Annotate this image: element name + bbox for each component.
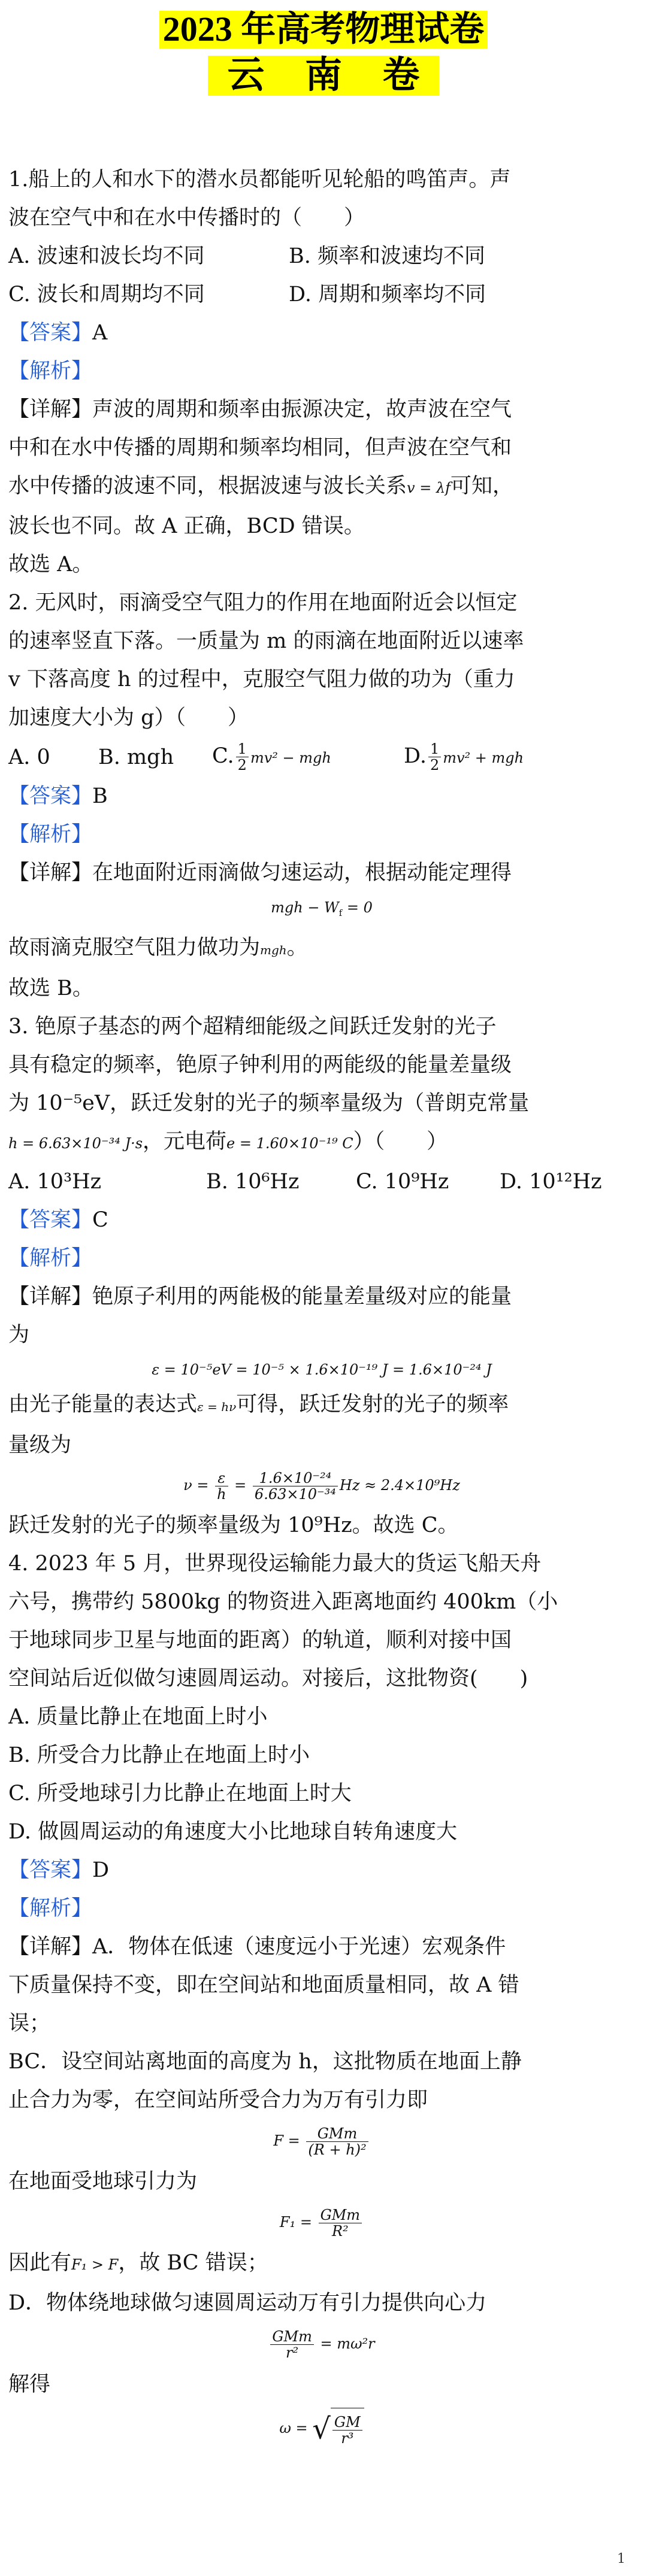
q1-detail-line bbox=[8, 390, 635, 429]
q4-detail-text: A．物体在低速（速度远小于光速）宏观条件 bbox=[92, 1934, 506, 1959]
q1-answer-value: A bbox=[92, 321, 108, 345]
q3-conclusion: 跃迁发射的光子的频率量级为 10⁹Hz。故选 C。 bbox=[8, 1513, 459, 1537]
q4-centripetal-equation bbox=[8, 2326, 635, 2362]
exam-province: 云 南 卷 bbox=[208, 56, 439, 96]
q3-frequency-equation: ν = $\frac{\varepsilon}{h}$ = $\frac{\text{1.6×10⁻²⁴}}{\text{6.63×10⁻³⁴}}$ Hz ≈ 2.4×10⁹Hz bbox=[183, 1469, 460, 1503]
q4-stem-line: 六号，携带约 5800kg 的物资进入距离地面约 400km（小 bbox=[8, 1589, 558, 1614]
question-4 bbox=[8, 1545, 635, 2451]
q2-option-b: B. mgh bbox=[98, 745, 174, 769]
q4-eq3-den: r² bbox=[286, 2344, 299, 2361]
q4-option-c: C. 所受地球引力比静止在地面上时大 bbox=[8, 1781, 352, 1806]
q2-option-d-label: D. bbox=[404, 744, 427, 768]
q4-detail-line: 解得 bbox=[8, 2372, 51, 2396]
title-block bbox=[0, 0, 647, 96]
q4-eq4-lhs: ω = bbox=[279, 2419, 313, 2437]
q4-stem-line: 空间站后近似做匀速圆周运动。对接后，这批物资( ) bbox=[8, 1666, 528, 1691]
q4-answer-value: D bbox=[92, 1858, 110, 1882]
q4-eq4-frac bbox=[332, 2414, 362, 2446]
q4-answer bbox=[8, 1851, 635, 1889]
exam-title: 2023 年高考物理试卷 bbox=[159, 11, 488, 48]
q4-stem-line: 于地球同步卫星与地面的距离）的轨道，顺利对接中国 bbox=[8, 1628, 512, 1652]
q3-energy-equation: ε = 10⁻⁵eV = 10⁻⁵ × 1.6×10⁻¹⁹ J = 1.6×10⁻²⁴ J bbox=[152, 1361, 492, 1378]
q2-option-d bbox=[404, 737, 524, 777]
q3-stem-text: ）（ ） bbox=[353, 1129, 448, 1154]
q2-option-d-formula: mv² + mgh bbox=[443, 750, 524, 766]
question-2 bbox=[8, 584, 635, 1008]
q1-stem-line: 1.船上的人和水下的潜水员都能听见轮船的鸣笛声。声 bbox=[8, 168, 511, 192]
detail-label: 【详解】 bbox=[8, 1934, 93, 1959]
q1-stem-line: 波在空气中和在水中传播时的（ ） bbox=[8, 206, 365, 230]
q2-detail-line bbox=[8, 929, 635, 969]
q4-omega-equation bbox=[8, 2407, 635, 2451]
q1-options-row bbox=[8, 275, 635, 314]
q2-stem-line: 加速度大小为 g）（ ） bbox=[8, 706, 249, 730]
q4-detail-line: 误； bbox=[8, 2011, 51, 2035]
detail-label: 【详解】 bbox=[8, 1284, 93, 1309]
detail-label: 【详解】 bbox=[8, 861, 93, 885]
planck-constant: h = 6.63×10⁻³⁴ J·s bbox=[8, 1134, 143, 1152]
q2-answer-value: B bbox=[92, 784, 108, 808]
answer-label: 【答案】 bbox=[8, 784, 93, 808]
q3-option-a: A. 10³Hz bbox=[8, 1169, 102, 1194]
half-fraction: $\frac{1}{2}$ bbox=[236, 741, 249, 773]
q4-detail-line: BC．设空间站离地面的高度为 h，这批物质在地面上静 bbox=[8, 2049, 522, 2074]
q2-detail-line bbox=[8, 854, 635, 892]
q3-answer-value: C bbox=[92, 1207, 108, 1232]
q4-eq4-num: GM bbox=[332, 2414, 362, 2431]
q3-options-row bbox=[8, 1163, 635, 1201]
q4-option-b: B. 所受合力比静止在地面上时小 bbox=[8, 1743, 310, 1767]
q1-answer bbox=[8, 314, 635, 352]
q3-frac-1-den: h bbox=[217, 1485, 226, 1503]
q4-eq2-lhs: F₁ = bbox=[279, 2213, 317, 2231]
q3-option-b: B. 10⁶Hz bbox=[206, 1169, 300, 1194]
q3-eq-rhs: Hz ≈ 2.4×10⁹Hz bbox=[339, 1476, 460, 1494]
q1-option-c: C. 波长和周期均不同 bbox=[8, 283, 205, 307]
q4-detail-line: 下质量保持不变，即在空间站和地面质量相同，故 A 错 bbox=[8, 1973, 519, 1997]
q2-option-a: A. 0 bbox=[8, 745, 50, 769]
q3-detail-line bbox=[8, 1385, 635, 1426]
q1-detail-text: 声波的周期和频率由振源决定，故声波在空气 bbox=[92, 398, 512, 421]
q2-detail-text: 在地面附近雨滴做匀速运动，根据动能定理得 bbox=[92, 861, 512, 885]
q4-detail-line bbox=[8, 2244, 635, 2284]
analysis-label: 【解析】 bbox=[8, 359, 93, 383]
q3-answer bbox=[8, 1201, 635, 1239]
exam-content bbox=[8, 160, 635, 2454]
q3-option-d: D. 10¹²Hz bbox=[500, 1169, 602, 1194]
q3-frac-1 bbox=[215, 1470, 228, 1502]
q4-eq1-den: (R + h)² bbox=[308, 2141, 367, 2158]
q3-option-c: C. 10⁹Hz bbox=[356, 1169, 449, 1194]
q3-frac-2-den: 6.63×10⁻³⁴ bbox=[254, 1485, 336, 1503]
q3-detail-text: 可得，跃迁发射的光子的频率 bbox=[236, 1392, 509, 1416]
q1-option-d: D. 周期和频率均不同 bbox=[289, 283, 486, 307]
q2-detail-text: 故雨滴克服空气阻力做功为 bbox=[8, 935, 261, 960]
q3-stem-line: 3. 铯原子基态的两个超精细能级之间跃迁发射的光子 bbox=[8, 1014, 497, 1039]
elementary-charge: e = 1.60×10⁻¹⁹ C bbox=[226, 1134, 353, 1152]
q4-eq4-den: r³ bbox=[341, 2430, 354, 2447]
q1-conclusion: 故选 A。 bbox=[8, 553, 93, 577]
q2-formula: mgh bbox=[260, 942, 287, 957]
q1-option-a: A. 波速和波长均不同 bbox=[8, 244, 205, 268]
answer-label: 【答案】 bbox=[8, 321, 93, 345]
analysis-label: 【解析】 bbox=[8, 823, 93, 846]
q2-option-c-label: C. bbox=[212, 744, 234, 768]
q3-frac-2-num: 1.6×10⁻²⁴ bbox=[253, 1470, 338, 1486]
square-root: √ $\frac{GM}{\text{r³}}$ bbox=[312, 2407, 364, 2450]
q4-formula: F₁ > F bbox=[71, 2256, 119, 2273]
q1-detail-line: 中和在水中传播的周期和频率均相同，但声波在空气和 bbox=[8, 436, 512, 460]
q4-eq3-rhs: = mω²r bbox=[315, 2335, 375, 2352]
page-number: 1 bbox=[617, 2551, 625, 2566]
q4-detail-text: 因此有 bbox=[8, 2250, 72, 2275]
q4-detail-line: 止合力为零，在空间站所受合力为万有引力即 bbox=[8, 2087, 428, 2112]
q4-stem-line: 4. 2023 年 5 月，世界现役运输能力最大的货运飞船天舟 bbox=[8, 1551, 542, 1576]
q4-detail-text: ，故 BC 错误； bbox=[118, 2250, 268, 2275]
q2-stem-line: 的速率竖直下落。一质量为 m 的雨滴在地面附近以速率 bbox=[8, 629, 524, 653]
detail-label: 【详解】 bbox=[8, 398, 93, 421]
q2-options-row bbox=[8, 737, 635, 777]
q4-eq2-num: GMm bbox=[319, 2207, 362, 2223]
q3-detail-line: 为 bbox=[8, 1322, 30, 1347]
q1-options-row bbox=[8, 237, 635, 275]
q4-eq3-num: GMm bbox=[270, 2329, 314, 2345]
q3-formula: ε = hν bbox=[197, 1399, 237, 1414]
answer-label: 【答案】 bbox=[8, 1858, 93, 1882]
q3-frac-1-num: ε bbox=[215, 1470, 228, 1486]
q4-eq2-den: R² bbox=[331, 2222, 349, 2240]
q2-equation-rhs: = 0 bbox=[342, 899, 373, 916]
q3-frac-2 bbox=[253, 1470, 338, 1502]
q1-formula: v = λf bbox=[407, 480, 451, 496]
question-1 bbox=[8, 160, 635, 584]
q3-detail-line: 量级为 bbox=[8, 1433, 72, 1457]
q2-stem-line: v 下落高度 h 的过程中，克服空气阻力做的功为（重力 bbox=[8, 667, 515, 691]
q3-stem-line: 具有稳定的频率，铯原子钟利用的两能级的能量差量级 bbox=[8, 1052, 512, 1077]
q1-detail-line bbox=[8, 467, 635, 507]
q4-eq1-num: GMm bbox=[306, 2126, 368, 2142]
q2-option-c-formula: mv² − mgh bbox=[250, 750, 331, 766]
q3-stem-line bbox=[8, 1122, 635, 1163]
q4-detail-line: D．物体绕地球做匀速圆周运动万有引力提供向心力 bbox=[8, 2290, 487, 2315]
q4-eq1-frac bbox=[306, 2126, 368, 2158]
q3-detail-line bbox=[8, 1278, 635, 1316]
q2-stem-line: 2. 无风时，雨滴受空气阻力的作用在地面附近会以恒定 bbox=[8, 591, 518, 615]
q2-option-c bbox=[212, 737, 404, 777]
q2-conclusion: 故选 B。 bbox=[8, 976, 93, 1000]
analysis-label: 【解析】 bbox=[8, 1896, 93, 1920]
q3-detail-text: 铯原子利用的两能极的能量差量级对应的能量 bbox=[92, 1284, 512, 1309]
q4-option-a: A. 质量比静止在地面上时小 bbox=[8, 1704, 268, 1729]
q1-detail-line: 波长也不同。故 A 正确，BCD 错误。 bbox=[8, 514, 365, 538]
q4-eq2-frac bbox=[319, 2207, 362, 2239]
q4-detail-line: 在地面受地球引力为 bbox=[8, 2169, 198, 2193]
q1-detail-text: 可知， bbox=[451, 474, 514, 498]
q4-option-d: D. 做圆周运动的角速度大小比地球自转角速度大 bbox=[8, 1819, 458, 1844]
q4-surface-gravity-equation bbox=[8, 2204, 635, 2240]
q4-detail-line bbox=[8, 1928, 635, 1966]
q2-answer bbox=[8, 777, 635, 815]
q3-eq-lhs: ν = bbox=[183, 1476, 214, 1494]
half-fraction: $\frac{1}{2}$ bbox=[428, 741, 441, 773]
q4-gravity-equation bbox=[8, 2123, 635, 2159]
q2-equation-lhs: mgh − W bbox=[271, 899, 339, 916]
q3-detail-text: 由光子能量的表达式 bbox=[8, 1392, 198, 1416]
q2-detail-text: 。 bbox=[286, 935, 308, 960]
analysis-label: 【解析】 bbox=[8, 1246, 93, 1270]
q4-eq1-lhs: F = bbox=[273, 2132, 305, 2149]
q3-stem-text: ，元电荷 bbox=[143, 1129, 227, 1154]
question-3 bbox=[8, 1008, 635, 1545]
q1-option-b: B. 频率和波速均不同 bbox=[289, 244, 485, 268]
q2-equation: mgh − $W_f = 0$ bbox=[271, 899, 373, 918]
q3-stem-line: 为 10⁻⁵eV，跃迁发射的光子的频率量级为（普朗克常量 bbox=[8, 1091, 530, 1115]
answer-label: 【答案】 bbox=[8, 1207, 93, 1232]
q4-eq3-frac bbox=[270, 2329, 314, 2360]
q1-detail-text: 水中传播的波速不同，根据波速与波长关系 bbox=[8, 474, 407, 498]
